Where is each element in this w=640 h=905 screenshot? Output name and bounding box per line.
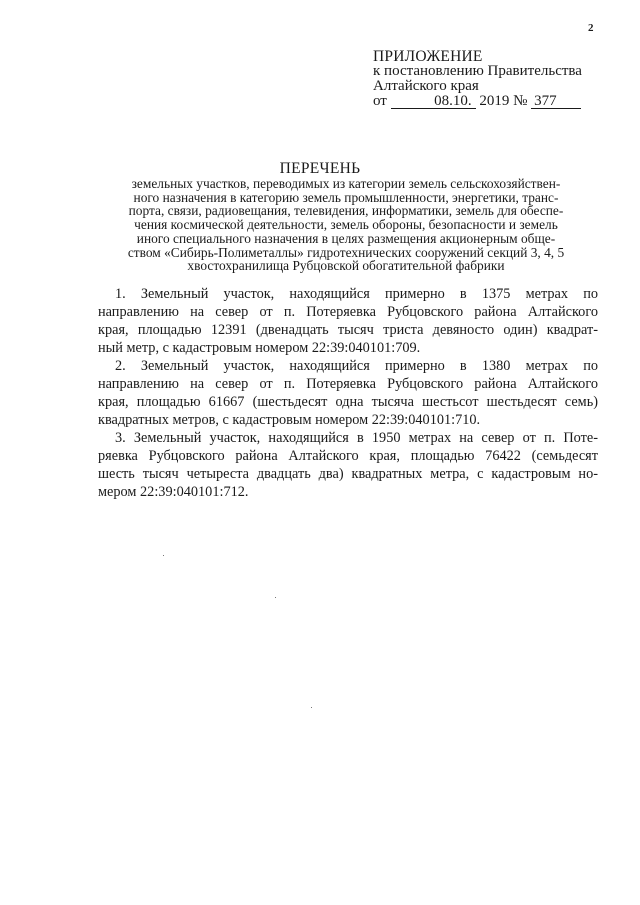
appendix-block bbox=[373, 49, 613, 109]
subheading-line: ством «Сибирь-Полиметаллы» гидротехнических сооружений секций 3, 4, 5 bbox=[127, 244, 565, 260]
appendix-title: ПРИЛОЖЕНИЕ bbox=[373, 48, 483, 65]
paragraph-line: 2. Земельный участок, находящийся примерно в 1380 метрах по bbox=[115, 358, 598, 374]
subheading-line: хвостохранилища Рубцовской обогатительной фабрики bbox=[187, 258, 505, 274]
paragraph-3 bbox=[98, 429, 598, 501]
list-heading: ПЕРЕЧЕНЬ bbox=[279, 160, 361, 177]
paragraph-line: края, площадью 12391 (двенадцать тысяч триста девяносто один) квадрат- bbox=[98, 322, 598, 338]
page-number: 2 bbox=[588, 22, 594, 34]
appendix-line-1: к постановлению Правительства bbox=[373, 63, 582, 79]
paragraph-line: ряевка Рубцовского района Алтайского края, площадью 76422 (семьдесят bbox=[98, 448, 598, 464]
appendix-line-2: Алтайского края bbox=[373, 78, 479, 94]
paragraph-2 bbox=[98, 357, 598, 429]
paragraph-line: ный метр, с кадастровым номером 22:39:040101:709. bbox=[98, 340, 421, 356]
paragraph-line: направлению на север от п. Потеряевка Рубцовского района Алтайского bbox=[98, 304, 598, 320]
document-body bbox=[98, 285, 598, 501]
subheading-line: земельных участков, переводимых из категории земель сельскохозяйствен- bbox=[131, 176, 561, 191]
scan-speck bbox=[275, 597, 276, 598]
paragraph-line: мером 22:39:040101:712. bbox=[98, 484, 249, 500]
paragraph-line: края, площадью 61667 (шестьдесят одна тысяча шестьсот шестьдесят семь) bbox=[98, 394, 598, 410]
paragraph-line: направлению на север от п. Потеряевка Рубцовского района Алтайского bbox=[98, 376, 598, 392]
appendix-number: 377 bbox=[531, 95, 581, 109]
list-subheading bbox=[88, 177, 604, 273]
subheading-line: ного назначения в категорию земель промышленности, энергетики, транс- bbox=[133, 189, 559, 205]
appendix-date: 08.10. bbox=[391, 95, 476, 109]
scan-speck bbox=[163, 555, 164, 556]
scan-speck bbox=[311, 707, 312, 708]
paragraph-line: 1. Земельный участок, находящийся примерно в 1375 метрах по bbox=[115, 286, 598, 302]
appendix-year: 2019 № bbox=[479, 93, 528, 109]
appendix-date-line bbox=[373, 94, 613, 109]
subheading-line: иного специального назначения в целях размещения акционерным обще- bbox=[136, 230, 556, 246]
paragraph-line: квадратных метров, с кадастровым номером 22:39:040101:710. bbox=[98, 412, 481, 428]
subheading-line: порта, связи, радиовещания, телевидения, информатики, земель для обеспе- bbox=[128, 203, 564, 219]
subheading-line: чения космической деятельности, земель обороны, безопасности и земель bbox=[134, 217, 558, 233]
paragraph-line: шесть тысяч четыреста двадцать два) квадратных метра, с кадастровым но- bbox=[98, 466, 598, 482]
paragraph-line: 3. Земельный участок, находящийся в 1950 метрах на север от п. Поте- bbox=[115, 430, 598, 446]
appendix-date-prefix: от bbox=[373, 93, 387, 109]
paragraph-1 bbox=[98, 285, 598, 357]
